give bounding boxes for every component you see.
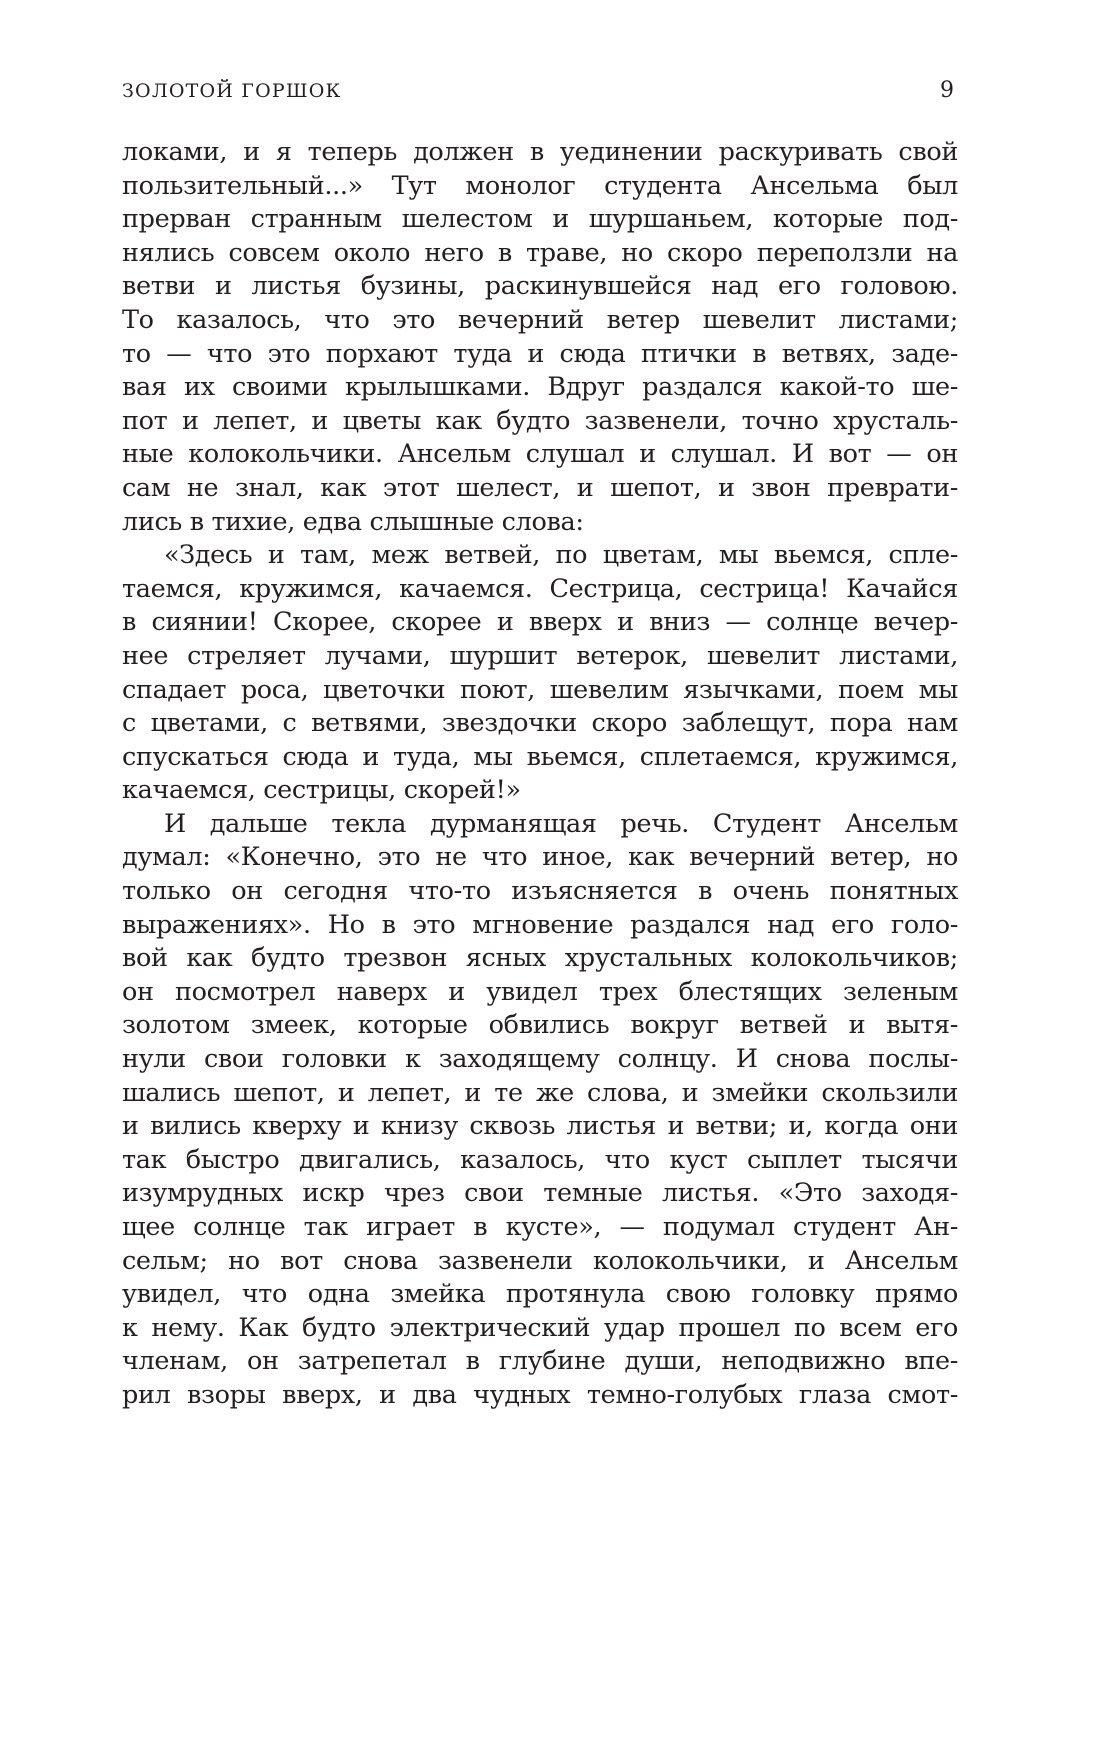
text-line: к нему. Как будто электрический удар прошел по всем его [122,1312,958,1343]
text-line: локами, и я теперь должен в уединении раскуривать свой [122,137,958,167]
text-line: таемся, кружимся, качаемся. Сестрица, сестрица! Качайся [122,573,958,604]
running-head [122,78,958,108]
text-line: он посмотрел наверх и увидел трех блестящих зеленым [122,976,958,1007]
text-line: щее солнце так играет в кусте», — подумал студент Ан- [122,1212,958,1242]
text-line: спадает роса, цветочки поют, шевелим язычками, поем мы [122,674,958,705]
text-line: изумрудных искр чрез свои темные листья. «Это заходя- [122,1178,958,1209]
text-line: шались шепот, и лепет, и те же слова, и змейки скользили [122,1077,958,1108]
text-line: сельм; но вот снова зазвенели колокольчики, и Ансельм [122,1245,958,1276]
text-line: золотом змеек, которые обвились вокруг ветвей и вытя- [122,1010,958,1041]
text-line: нялись совсем около него в траве, но скоро переползли на [122,237,958,268]
text-line: выражениях». Но в это мгновение раздался над его голо- [122,909,958,940]
running-title: ЗОЛОТОЙ ГОРШОК [122,80,342,102]
text-line: то — что это порхают туда и сюда птички в ветвях, заде- [122,338,958,369]
text-line: вая их своими крылышками. Вдруг раздался какой-то ше- [122,372,958,403]
text-line: ветви и листья бузины, раскинувшейся над его головою. [122,271,958,302]
text-line: так быстро двигались, казалось, что куст сыплет тысячи [122,1144,958,1175]
text-line: только он сегодня что-то изъясняется в очень понятных [122,876,958,907]
text-line: То казалось, что это вечерний ветер шевелит листами; [122,304,958,335]
text-line: лись в тихие, едва слышные слова: [122,506,584,537]
text-line: ные колокольчики. Ансельм слушал и слушал. И вот — он [122,439,958,470]
text-line: качаемся, сестрицы, скорей!» [122,775,521,806]
paragraph-first-line: И дальше текла дурманящая речь. Студент Ансельм [164,808,958,839]
text-line: пот и лепет, и цветы как будто зазвенели, точно хрусталь- [122,405,958,436]
body-text [122,136,958,1413]
text-line: нее стреляет лучами, шуршит ветерок, шевелит листами, [122,640,958,671]
text-line: думал: «Конечно, это не что иное, как вечерний ветер, но [122,842,958,873]
text-line: пользительный...» Тут монолог студента Ансельма был [122,170,958,201]
paragraph-first-line: «Здесь и там, меж ветвей, по цветам, мы вьемся, спле- [164,540,958,571]
page-number: 9 [940,78,954,103]
text-line: увидел, что одна змейка протянула свою головку прямо [122,1279,958,1310]
text-line: членам, он затрепетал в глубине души, неподвижно впе- [122,1346,958,1377]
text-line: сам не знал, как этот шелест, и шепот, и звон преврати- [122,472,958,503]
text-line: нули свои головки к заходящему солнцу. И снова послы- [122,1044,958,1075]
text-line: в сиянии! Скорее, скорее и вверх и вниз — солнце вечер- [122,607,958,638]
text-line: и вились кверху и книзу сквозь листья и ветви; и, когда они [122,1111,958,1142]
text-line: рил взоры вверх, и два чудных темно-голубых глаза смот- [122,1379,958,1410]
text-line: прерван странным шелестом и шуршаньем, которые под- [122,204,958,235]
text-line: с цветами, с ветвями, звездочки скоро заблещут, пора нам [122,708,958,739]
text-line: спускаться сюда и туда, мы вьемся, сплетаемся, кружимся, [122,741,958,772]
text-line: вой как будто трезвон ясных хрустальных колокольчиков; [122,943,958,974]
